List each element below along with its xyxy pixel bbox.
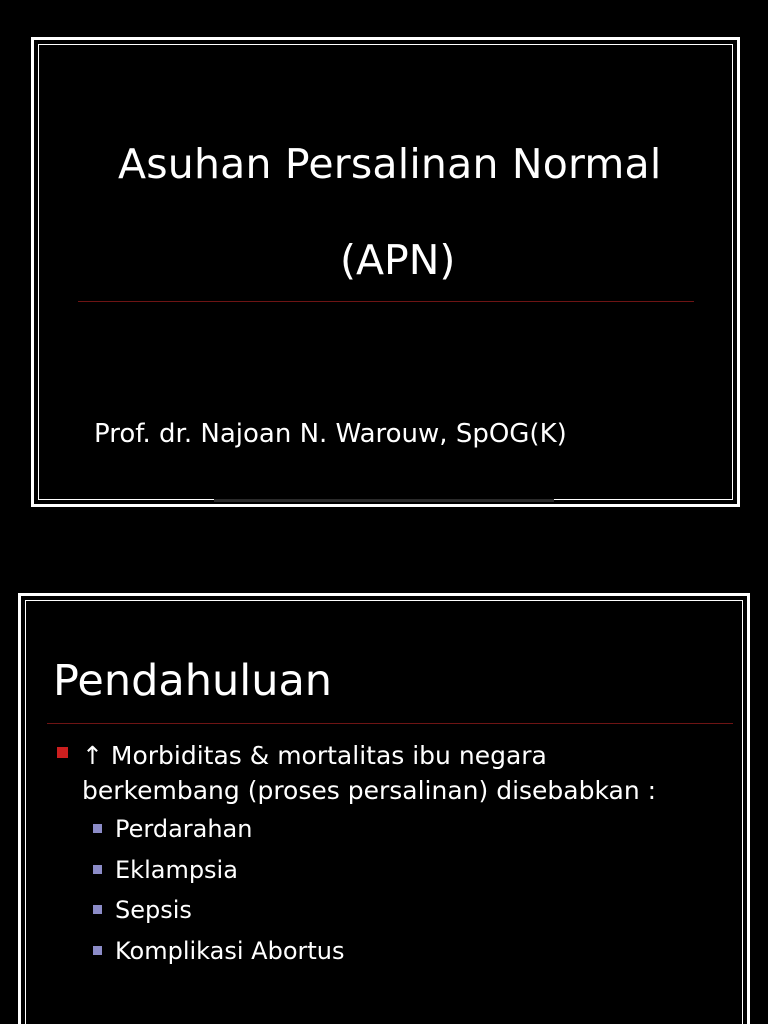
- slide-title-line2: (APN): [340, 236, 456, 284]
- title-slide: [31, 37, 740, 507]
- square-bullet-icon: [93, 946, 102, 955]
- slide-bottom-bar: [214, 499, 554, 502]
- square-bullet-icon: [57, 747, 68, 758]
- sub-bullet-text: Komplikasi Abortus: [115, 936, 345, 965]
- sub-bullet-text: Perdarahan: [115, 815, 253, 843]
- slide-heading: Pendahuluan: [53, 656, 333, 706]
- title-divider: [78, 301, 694, 302]
- content-slide: [18, 593, 750, 1024]
- square-bullet-icon: [93, 865, 102, 874]
- sub-bullet-text: Eklampsia: [115, 855, 238, 884]
- square-bullet-icon: [93, 824, 102, 833]
- bullet-text: ↑ Morbiditas & mortalitas ibu negara berkembang (proses persalinan) disebabkan :: [82, 741, 657, 805]
- square-bullet-icon: [93, 905, 102, 914]
- heading-divider: [47, 723, 733, 724]
- author-name: Prof. dr. Najoan N. Warouw, SpOG(K): [94, 419, 567, 449]
- slide-title-line1: Asuhan Persalinan Normal: [118, 140, 662, 188]
- sub-bullet-text: Sepsis: [115, 896, 192, 924]
